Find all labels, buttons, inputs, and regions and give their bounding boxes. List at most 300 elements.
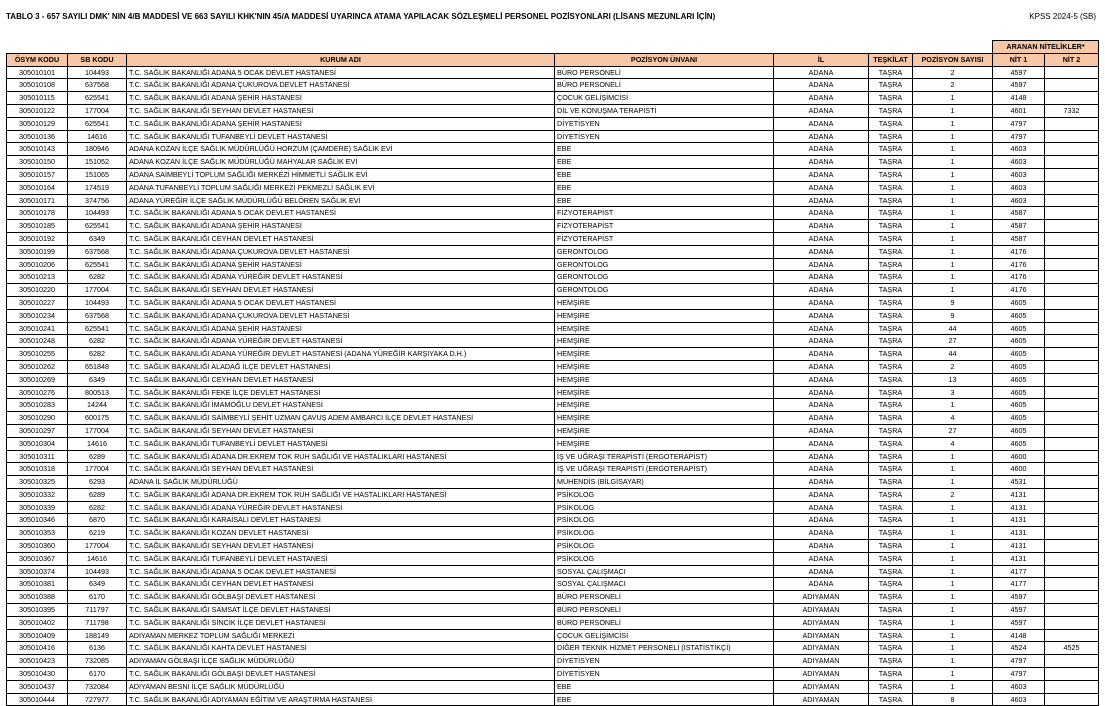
cell-kurum-adi: ADANA YÜREĞİR İLÇE SAĞLIK MÜDÜRLÜĞÜ BELÖREN SAĞLIK EVİ (127, 194, 555, 207)
cell-nit-1: 4597 (993, 591, 1045, 604)
cell-pozisyon-sayisi: 2 (913, 66, 993, 79)
cell-osym-kodu: 305010437 (7, 680, 68, 693)
table-row (7, 540, 1099, 553)
cell-pozisyon-sayisi: 1 (913, 117, 993, 130)
cell-osym-kodu: 305010318 (7, 463, 68, 476)
cell-pozisyon-unvani: PSİKOLOG (555, 488, 774, 501)
table-row (7, 168, 1099, 181)
cell-kurum-adi: T.C. SAĞLIK BAKANLIĞI ADANA ÇUKUROVA DEVLET HASTANESİ (127, 309, 555, 322)
cell-pozisyon-unvani: GERONTOLOG (555, 284, 774, 297)
cell-kurum-adi: ADIYAMAN GÖLBAŞI İLÇE SAĞLIK MÜDÜRLÜĞÜ (127, 655, 555, 668)
column-header-osym-kodu: ÖSYM KODU (7, 53, 68, 66)
cell-nit-2 (1045, 373, 1099, 386)
cell-pozisyon-sayisi: 1 (913, 271, 993, 284)
cell-nit-2 (1045, 386, 1099, 399)
cell-kurum-adi: T.C. SAĞLIK BAKANLIĞI ADANA 5 OCAK DEVLET HASTANESİ (127, 66, 555, 79)
cell-kurum-adi: T.C. SAĞLIK BAKANLIĞI ADANA ŞEHİR HASTANESİ (127, 258, 555, 271)
cell-pozisyon-sayisi: 1 (913, 578, 993, 591)
cell-il: ADANA (774, 565, 869, 578)
table-row (7, 156, 1099, 169)
cell-sb-kodu: 625541 (68, 258, 127, 271)
cell-sb-kodu: 151065 (68, 168, 127, 181)
cell-nit-1: 4176 (993, 245, 1045, 258)
cell-nit-1: 4131 (993, 527, 1045, 540)
cell-sb-kodu: 177004 (68, 284, 127, 297)
cell-pozisyon-unvani: EBE (555, 168, 774, 181)
cell-nit-1: 4177 (993, 565, 1045, 578)
cell-pozisyon-sayisi: 1 (913, 207, 993, 220)
cell-kurum-adi: ADANA KOZAN İLÇE SAĞLIK MÜDÜRLÜĞÜ HORZUM (ÇAMDERE) SAĞLIK EVİ (127, 143, 555, 156)
cell-pozisyon-unvani: ÇOCUK GELİŞİMCİSİ (555, 629, 774, 642)
cell-pozisyon-sayisi: 44 (913, 322, 993, 335)
cell-nit-2 (1045, 296, 1099, 309)
cell-pozisyon-unvani: GERONTOLOG (555, 258, 774, 271)
cell-kurum-adi: T.C. SAĞLIK BAKANLIĞI GÖLBAŞI DEVLET HASTANESİ (127, 668, 555, 681)
cell-sb-kodu: 6282 (68, 335, 127, 348)
table-body (7, 66, 1099, 706)
cell-pozisyon-unvani: PSİKOLOG (555, 540, 774, 553)
cell-nit-2 (1045, 552, 1099, 565)
cell-nit-2 (1045, 258, 1099, 271)
cell-nit-2 (1045, 437, 1099, 450)
cell-pozisyon-sayisi: 1 (913, 501, 993, 514)
cell-kurum-adi: T.C. SAĞLIK BAKANLIĞI SEYHAN DEVLET HASTANESİ (127, 463, 555, 476)
cell-teskilat: TAŞRA (869, 104, 913, 117)
table-row (7, 476, 1099, 489)
cell-teskilat: TAŞRA (869, 693, 913, 706)
table-row (7, 66, 1099, 79)
cell-pozisyon-sayisi: 8 (913, 693, 993, 706)
cell-pozisyon-sayisi: 27 (913, 335, 993, 348)
cell-osym-kodu: 305010332 (7, 488, 68, 501)
cell-kurum-adi: T.C. SAĞLIK BAKANLIĞI ADANA 5 OCAK DEVLET HASTANESİ (127, 565, 555, 578)
cell-osym-kodu: 305010199 (7, 245, 68, 258)
cell-teskilat: TAŞRA (869, 578, 913, 591)
table-row (7, 655, 1099, 668)
cell-il: ADANA (774, 399, 869, 412)
cell-nit-1: 4605 (993, 360, 1045, 373)
table-row (7, 322, 1099, 335)
cell-teskilat: TAŞRA (869, 604, 913, 617)
cell-pozisyon-sayisi: 1 (913, 527, 993, 540)
cell-teskilat: TAŞRA (869, 309, 913, 322)
cell-nit-2: 4525 (1045, 642, 1099, 655)
cell-nit-1: 4597 (993, 66, 1045, 79)
cell-sb-kodu: 6289 (68, 488, 127, 501)
cell-nit-2 (1045, 591, 1099, 604)
cell-pozisyon-sayisi: 9 (913, 296, 993, 309)
cell-nit-2 (1045, 245, 1099, 258)
cell-sb-kodu: 625541 (68, 220, 127, 233)
cell-pozisyon-unvani: PSİKOLOG (555, 552, 774, 565)
cell-osym-kodu: 305010136 (7, 130, 68, 143)
cell-pozisyon-sayisi: 9 (913, 309, 993, 322)
cell-il: ADANA (774, 463, 869, 476)
table-row (7, 463, 1099, 476)
cell-pozisyon-sayisi: 1 (913, 565, 993, 578)
cell-teskilat: TAŞRA (869, 412, 913, 425)
cell-nit-2 (1045, 194, 1099, 207)
cell-nit-1: 4131 (993, 514, 1045, 527)
cell-pozisyon-sayisi: 3 (913, 386, 993, 399)
cell-kurum-adi: T.C. SAĞLIK BAKANLIĞI TUFANBEYLİ DEVLET HASTANESİ (127, 552, 555, 565)
cell-nit-1: 4603 (993, 156, 1045, 169)
cell-pozisyon-sayisi: 1 (913, 655, 993, 668)
cell-pozisyon-unvani: HEMŞİRE (555, 399, 774, 412)
cell-nit-2 (1045, 424, 1099, 437)
cell-pozisyon-unvani: DİYETİSYEN (555, 655, 774, 668)
cell-sb-kodu: 180946 (68, 143, 127, 156)
cell-kurum-adi: T.C. SAĞLIK BAKANLIĞI SİNCİK İLÇE DEVLET HASTANESİ (127, 616, 555, 629)
cell-kurum-adi: ADANA KOZAN İLÇE SAĞLIK MÜDÜRLÜĞÜ MAHYALAR SAĞLIK EVİ (127, 156, 555, 169)
table-row (7, 501, 1099, 514)
cell-osym-kodu: 305010430 (7, 668, 68, 681)
cell-osym-kodu: 305010206 (7, 258, 68, 271)
cell-kurum-adi: T.C. SAĞLIK BAKANLIĞI GÖLBAŞI DEVLET HASTANESİ (127, 591, 555, 604)
cell-pozisyon-unvani: DİL VE KONUŞMA TERAPİSTİ (555, 104, 774, 117)
cell-pozisyon-sayisi: 1 (913, 220, 993, 233)
table-row (7, 527, 1099, 540)
cell-sb-kodu: 6282 (68, 501, 127, 514)
cell-il: ADIYAMAN (774, 604, 869, 617)
cell-pozisyon-unvani: HEMŞİRE (555, 437, 774, 450)
cell-nit-1: 4605 (993, 348, 1045, 361)
document-code: KPSS 2024-5 (SB) (1029, 12, 1096, 21)
group-header-nitelikler: ARANAN NİTELİKLER* (993, 41, 1099, 54)
cell-nit-1: 4605 (993, 296, 1045, 309)
cell-pozisyon-sayisi: 4 (913, 412, 993, 425)
cell-pozisyon-sayisi: 1 (913, 629, 993, 642)
cell-osym-kodu: 305010276 (7, 386, 68, 399)
cell-nit-2 (1045, 616, 1099, 629)
cell-kurum-adi: T.C. SAĞLIK BAKANLIĞI ADANA YÜREĞİR DEVLET HASTANESİ (127, 271, 555, 284)
column-header-pozisyon-sayisi: POZİSYON SAYISI (913, 53, 993, 66)
cell-il: ADANA (774, 386, 869, 399)
cell-kurum-adi: T.C. SAĞLIK BAKANLIĞI SEYHAN DEVLET HASTANESİ (127, 424, 555, 437)
cell-pozisyon-sayisi: 1 (913, 168, 993, 181)
table-row (7, 117, 1099, 130)
cell-pozisyon-unvani: BÜRO PERSONELİ (555, 616, 774, 629)
cell-osym-kodu: 305010395 (7, 604, 68, 617)
cell-sb-kodu: 104493 (68, 296, 127, 309)
table-row (7, 348, 1099, 361)
table-row (7, 604, 1099, 617)
cell-nit-1: 4587 (993, 207, 1045, 220)
cell-il: ADANA (774, 437, 869, 450)
cell-pozisyon-sayisi: 1 (913, 284, 993, 297)
cell-pozisyon-sayisi: 13 (913, 373, 993, 386)
cell-il: ADIYAMAN (774, 693, 869, 706)
table-row (7, 92, 1099, 105)
cell-pozisyon-sayisi: 2 (913, 79, 993, 92)
cell-sb-kodu: 177004 (68, 463, 127, 476)
cell-il: ADANA (774, 104, 869, 117)
cell-teskilat: TAŞRA (869, 348, 913, 361)
cell-il: ADANA (774, 450, 869, 463)
cell-nit-1: 4601 (993, 104, 1045, 117)
cell-teskilat: TAŞRA (869, 668, 913, 681)
column-header-sb-kodu: SB KODU (68, 53, 127, 66)
cell-pozisyon-unvani: İŞ VE UĞRAŞI TERAPİSTİ (ERGOTERAPİST) (555, 450, 774, 463)
cell-pozisyon-unvani: BÜRO PERSONELİ (555, 604, 774, 617)
cell-il: ADANA (774, 92, 869, 105)
cell-pozisyon-sayisi: 1 (913, 463, 993, 476)
cell-sb-kodu: 651848 (68, 360, 127, 373)
cell-nit-1: 4605 (993, 386, 1045, 399)
cell-sb-kodu: 6282 (68, 271, 127, 284)
cell-nit-1: 4605 (993, 335, 1045, 348)
table-row (7, 181, 1099, 194)
cell-nit-2 (1045, 322, 1099, 335)
cell-teskilat: TAŞRA (869, 207, 913, 220)
cell-kurum-adi: T.C. SAĞLIK BAKANLIĞI ALADAĞ İLÇE DEVLET HASTANESİ (127, 360, 555, 373)
cell-kurum-adi: T.C. SAĞLIK BAKANLIĞI ADANA ÇUKUROVA DEVLET HASTANESİ (127, 245, 555, 258)
cell-pozisyon-unvani: DİYETİSYEN (555, 668, 774, 681)
cell-sb-kodu: 637568 (68, 309, 127, 322)
cell-nit-2 (1045, 399, 1099, 412)
cell-kurum-adi: T.C. SAĞLIK BAKANLIĞI CEYHAN DEVLET HASTANESİ (127, 578, 555, 591)
cell-osym-kodu: 305010157 (7, 168, 68, 181)
cell-kurum-adi: T.C. SAĞLIK BAKANLIĞI ADANA ŞEHİR HASTANESİ (127, 92, 555, 105)
cell-pozisyon-unvani: EBE (555, 143, 774, 156)
cell-il: ADANA (774, 271, 869, 284)
cell-kurum-adi: ADANA İL SAĞLIK MÜDÜRLÜĞÜ (127, 476, 555, 489)
cell-kurum-adi: T.C. SAĞLIK BAKANLIĞI KOZAN DEVLET HASTANESİ (127, 527, 555, 540)
table-row (7, 412, 1099, 425)
cell-nit-2 (1045, 604, 1099, 617)
cell-kurum-adi: T.C. SAĞLIK BAKANLIĞI ADANA DR.EKREM TOK RUH SAĞLIĞI VE HASTALIKLARI HASTANESİ (127, 450, 555, 463)
cell-kurum-adi: T.C. SAĞLIK BAKANLIĞI CEYHAN DEVLET HASTANESİ (127, 232, 555, 245)
cell-kurum-adi: T.C. SAĞLIK BAKANLIĞI SEYHAN DEVLET HASTANESİ (127, 540, 555, 553)
cell-il: ADIYAMAN (774, 680, 869, 693)
cell-osym-kodu: 305010381 (7, 578, 68, 591)
positions-table (6, 40, 1099, 706)
cell-sb-kodu: 14244 (68, 399, 127, 412)
cell-nit-1: 4603 (993, 143, 1045, 156)
cell-teskilat: TAŞRA (869, 680, 913, 693)
cell-nit-1: 4603 (993, 194, 1045, 207)
cell-teskilat: TAŞRA (869, 450, 913, 463)
cell-nit-2 (1045, 117, 1099, 130)
cell-nit-1: 4605 (993, 373, 1045, 386)
cell-nit-2 (1045, 565, 1099, 578)
cell-nit-2 (1045, 232, 1099, 245)
cell-osym-kodu: 305010339 (7, 501, 68, 514)
cell-sb-kodu: 732084 (68, 680, 127, 693)
cell-osym-kodu: 305010192 (7, 232, 68, 245)
cell-osym-kodu: 305010248 (7, 335, 68, 348)
cell-pozisyon-unvani: HEMŞİRE (555, 335, 774, 348)
cell-nit-2 (1045, 655, 1099, 668)
cell-pozisyon-sayisi: 1 (913, 540, 993, 553)
table-row (7, 258, 1099, 271)
cell-pozisyon-sayisi: 1 (913, 680, 993, 693)
cell-osym-kodu: 305010297 (7, 424, 68, 437)
cell-sb-kodu: 6349 (68, 578, 127, 591)
cell-il: ADANA (774, 168, 869, 181)
cell-teskilat: TAŞRA (869, 258, 913, 271)
cell-sb-kodu: 374756 (68, 194, 127, 207)
cell-nit-1: 4176 (993, 284, 1045, 297)
cell-pozisyon-sayisi: 1 (913, 92, 993, 105)
table-row (7, 309, 1099, 322)
cell-osym-kodu: 305010171 (7, 194, 68, 207)
cell-sb-kodu: 104493 (68, 66, 127, 79)
cell-kurum-adi: T.C. SAĞLIK BAKANLIĞI ADANA 5 OCAK DEVLET HASTANESİ (127, 207, 555, 220)
document-title: TABLO 3 - 657 SAYILI DMK' NIN 4/B MADDESİ VE 663 SAYILI KHK'NIN 45/A MADDESİ UYARINCA ATAMA YAPILACAK SÖZLEŞMELİ PERSONEL POZİSYONLARI (LİSANS MEZUNLARI İÇİN) (6, 12, 716, 21)
cell-teskilat: TAŞRA (869, 655, 913, 668)
cell-nit-2 (1045, 271, 1099, 284)
cell-il: ADANA (774, 309, 869, 322)
cell-osym-kodu: 305010185 (7, 220, 68, 233)
cell-osym-kodu: 305010304 (7, 437, 68, 450)
cell-osym-kodu: 305010213 (7, 271, 68, 284)
cell-nit-1: 4605 (993, 437, 1045, 450)
cell-teskilat: TAŞRA (869, 552, 913, 565)
cell-osym-kodu: 305010115 (7, 92, 68, 105)
column-header-kurum-adi: KURUM ADI (127, 53, 555, 66)
cell-il: ADANA (774, 514, 869, 527)
cell-osym-kodu: 305010444 (7, 693, 68, 706)
cell-pozisyon-unvani: EBE (555, 194, 774, 207)
cell-teskilat: TAŞRA (869, 642, 913, 655)
cell-il: ADANA (774, 245, 869, 258)
cell-nit-2 (1045, 476, 1099, 489)
cell-il: ADANA (774, 424, 869, 437)
cell-nit-1: 4177 (993, 578, 1045, 591)
cell-sb-kodu: 6282 (68, 348, 127, 361)
cell-pozisyon-sayisi: 1 (913, 450, 993, 463)
cell-pozisyon-sayisi: 1 (913, 642, 993, 655)
table-row (7, 450, 1099, 463)
cell-il: ADANA (774, 360, 869, 373)
cell-teskilat: TAŞRA (869, 245, 913, 258)
cell-nit-2 (1045, 309, 1099, 322)
cell-pozisyon-sayisi: 1 (913, 181, 993, 194)
cell-nit-1: 4131 (993, 552, 1045, 565)
cell-pozisyon-sayisi: 2 (913, 488, 993, 501)
cell-il: ADANA (774, 322, 869, 335)
cell-il: ADANA (774, 207, 869, 220)
cell-nit-1: 4131 (993, 488, 1045, 501)
cell-sb-kodu: 800513 (68, 386, 127, 399)
cell-pozisyon-unvani: SOSYAL ÇALIŞMACI (555, 565, 774, 578)
cell-nit-2 (1045, 463, 1099, 476)
table-row (7, 207, 1099, 220)
cell-teskilat: TAŞRA (869, 399, 913, 412)
cell-osym-kodu: 305010353 (7, 527, 68, 540)
cell-osym-kodu: 305010269 (7, 373, 68, 386)
cell-pozisyon-unvani: FİZYOTERAPİST (555, 207, 774, 220)
cell-pozisyon-unvani: BÜRO PERSONELİ (555, 79, 774, 92)
cell-il: ADIYAMAN (774, 655, 869, 668)
cell-sb-kodu: 177004 (68, 104, 127, 117)
cell-nit-1: 4797 (993, 130, 1045, 143)
cell-nit-1: 4587 (993, 220, 1045, 233)
cell-sb-kodu: 14616 (68, 130, 127, 143)
cell-pozisyon-unvani: HEMŞİRE (555, 386, 774, 399)
cell-il: ADANA (774, 348, 869, 361)
cell-nit-2 (1045, 168, 1099, 181)
cell-teskilat: TAŞRA (869, 514, 913, 527)
cell-il: ADIYAMAN (774, 616, 869, 629)
cell-osym-kodu: 305010241 (7, 322, 68, 335)
cell-pozisyon-sayisi: 1 (913, 130, 993, 143)
cell-nit-2 (1045, 348, 1099, 361)
table-row (7, 245, 1099, 258)
cell-sb-kodu: 6170 (68, 591, 127, 604)
cell-osym-kodu: 305010234 (7, 309, 68, 322)
cell-pozisyon-sayisi: 1 (913, 476, 993, 489)
cell-kurum-adi: T.C. SAĞLIK BAKANLIĞI SEYHAN DEVLET HASTANESİ (127, 284, 555, 297)
cell-nit-1: 4603 (993, 168, 1045, 181)
cell-teskilat: TAŞRA (869, 501, 913, 514)
cell-osym-kodu: 305010262 (7, 360, 68, 373)
cell-nit-1: 4531 (993, 476, 1045, 489)
cell-osym-kodu: 305010374 (7, 565, 68, 578)
cell-nit-1: 4605 (993, 412, 1045, 425)
cell-teskilat: TAŞRA (869, 181, 913, 194)
cell-nit-1: 4603 (993, 181, 1045, 194)
cell-sb-kodu: 625541 (68, 117, 127, 130)
cell-osym-kodu: 305010367 (7, 552, 68, 565)
cell-sb-kodu: 6870 (68, 514, 127, 527)
cell-osym-kodu: 305010129 (7, 117, 68, 130)
cell-kurum-adi: T.C. SAĞLIK BAKANLIĞI ADANA YÜREĞİR DEVLET HASTANESİ (ADANA YÜREĞİR KARŞIYAKA D.H.) (127, 348, 555, 361)
cell-pozisyon-unvani: MÜHENDİS (BİLGİSAYAR) (555, 476, 774, 489)
cell-pozisyon-unvani: HEMŞİRE (555, 322, 774, 335)
cell-sb-kodu: 6349 (68, 232, 127, 245)
cell-osym-kodu: 305010409 (7, 629, 68, 642)
cell-pozisyon-unvani: EBE (555, 693, 774, 706)
cell-osym-kodu: 305010290 (7, 412, 68, 425)
cell-il: ADANA (774, 578, 869, 591)
cell-il: ADANA (774, 373, 869, 386)
cell-teskilat: TAŞRA (869, 143, 913, 156)
cell-il: ADANA (774, 194, 869, 207)
cell-osym-kodu: 305010143 (7, 143, 68, 156)
table-row (7, 680, 1099, 693)
cell-kurum-adi: T.C. SAĞLIK BAKANLIĞI CEYHAN DEVLET HASTANESİ (127, 373, 555, 386)
cell-osym-kodu: 305010311 (7, 450, 68, 463)
cell-osym-kodu: 305010283 (7, 399, 68, 412)
cell-teskilat: TAŞRA (869, 527, 913, 540)
cell-il: ADANA (774, 501, 869, 514)
cell-nit-1: 4605 (993, 309, 1045, 322)
cell-teskilat: TAŞRA (869, 92, 913, 105)
table-row (7, 642, 1099, 655)
cell-il: ADIYAMAN (774, 629, 869, 642)
table-row (7, 578, 1099, 591)
cell-osym-kodu: 305010220 (7, 284, 68, 297)
cell-il: ADANA (774, 258, 869, 271)
cell-il: ADANA (774, 156, 869, 169)
cell-osym-kodu: 305010388 (7, 591, 68, 604)
cell-pozisyon-sayisi: 1 (913, 604, 993, 617)
cell-il: ADANA (774, 412, 869, 425)
cell-il: ADANA (774, 284, 869, 297)
cell-nit-1: 4797 (993, 117, 1045, 130)
cell-pozisyon-unvani: PSİKOLOG (555, 527, 774, 540)
table-row (7, 296, 1099, 309)
cell-osym-kodu: 305010150 (7, 156, 68, 169)
table-row (7, 220, 1099, 233)
cell-nit-2 (1045, 629, 1099, 642)
cell-il: ADANA (774, 79, 869, 92)
cell-nit-2 (1045, 540, 1099, 553)
cell-pozisyon-unvani: HEMŞİRE (555, 412, 774, 425)
cell-pozisyon-sayisi: 1 (913, 143, 993, 156)
